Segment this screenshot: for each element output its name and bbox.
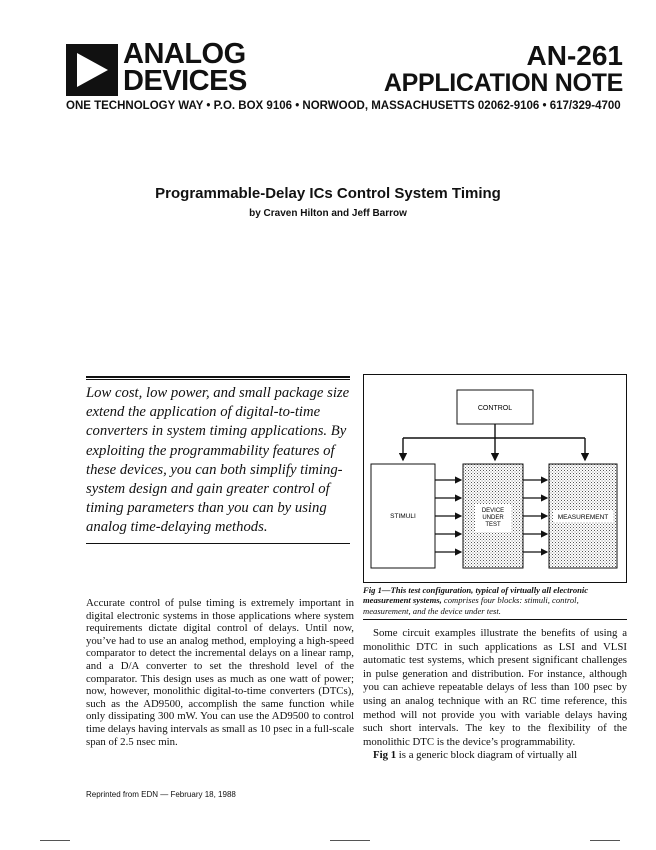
dut-label-line1: DEVICE xyxy=(481,508,505,514)
note-type: APPLICATION NOTE xyxy=(383,69,623,97)
figure-caption-label: Fig 1—This test configuration, typical of virtually all electronic measurement systems, xyxy=(363,585,589,606)
dut-label-line3: TEST xyxy=(485,522,501,528)
pull-quote: Low cost, low power, and small package size extend the application of digital-to-time converters in system timing applications. By exploiting the programmability features of these devices, you can both simplify timing-system design and gain greater control of timing parameters than you can by using analog time-delaying methods. xyxy=(86,385,350,536)
pull-quote-rule-top-thin xyxy=(86,379,350,380)
figure-caption xyxy=(363,585,627,616)
scan-mark xyxy=(40,840,70,841)
figure-reference: Fig 1 xyxy=(373,749,397,762)
scan-mark xyxy=(330,840,370,841)
scan-mark xyxy=(590,840,620,841)
measurement-label: MEASUREMENT xyxy=(557,514,609,521)
caption-rule xyxy=(363,619,627,620)
body-text-left: Accurate control of pulse timing is extremely important in digital electronic systems in those applications where system requirements dictate digital control of delays. Until now, you’ve had to use an analog method, employing a high-speed comparator to detect the incremental delays on a linear ramp, and a D/A converter to set the threshold level of the comparator. This design uses as much as one watt of power; now, however, monolithic digital-to-time converters (DTCs), such as the AD9500, accomplish the same function while only dissipating 300 mW. You can use the AD9500 to control time delays having intervals as small as 10 psec in a full-scale span of 2.5 nsec min. xyxy=(86,597,354,748)
company-name-line2: DEVICES xyxy=(123,65,247,97)
body-right-paragraph-2 xyxy=(363,749,627,763)
reprint-footer: Reprinted from EDN — February 18, 1988 xyxy=(86,790,236,799)
body-text-right xyxy=(363,627,627,763)
article-byline: by Craven Hilton and Jeff Barrow xyxy=(249,208,407,219)
pull-quote-rule-bottom xyxy=(86,543,350,544)
dut-label-line2: UNDER xyxy=(482,515,504,521)
article-title: Programmable-Delay ICs Control System Timing xyxy=(155,185,501,202)
figure-caption-text: comprises four blocks: stimuli, control, measurement, and the device under test. xyxy=(363,595,579,616)
company-name-line1: ANALOG xyxy=(123,38,246,70)
block-diagram xyxy=(363,374,627,583)
note-number: AN-261 xyxy=(526,40,623,71)
control-label: CONTROL xyxy=(477,405,513,412)
body-right-paragraph-2-text: is a generic block diagram of virtually all xyxy=(396,749,578,762)
pull-quote-rule-top xyxy=(86,376,350,378)
body-right-paragraph-1: Some circuit examples illustrate the benefits of using a monolithic DTC in such applications as LSI and VLSI automatic test systems, which present significant challenges in pulse generation and distribution. For instance, although you can achieve repeatable delays of less than 100 psec by using an analog technique with an RC time reference, this method will not provide you with variable delays having such short intervals. The key to the flexibility of the monolithic DTC is the device’s programmability. xyxy=(363,627,627,748)
analog-devices-logo-icon xyxy=(66,44,118,96)
company-address: ONE TECHNOLOGY WAY • P.O. BOX 9106 • NORWOOD, MASSACHUSETTS 02062-9106 • 617/329-4700 xyxy=(66,100,621,112)
stimuli-label: STIMULI xyxy=(390,513,416,520)
company-name xyxy=(123,38,247,97)
